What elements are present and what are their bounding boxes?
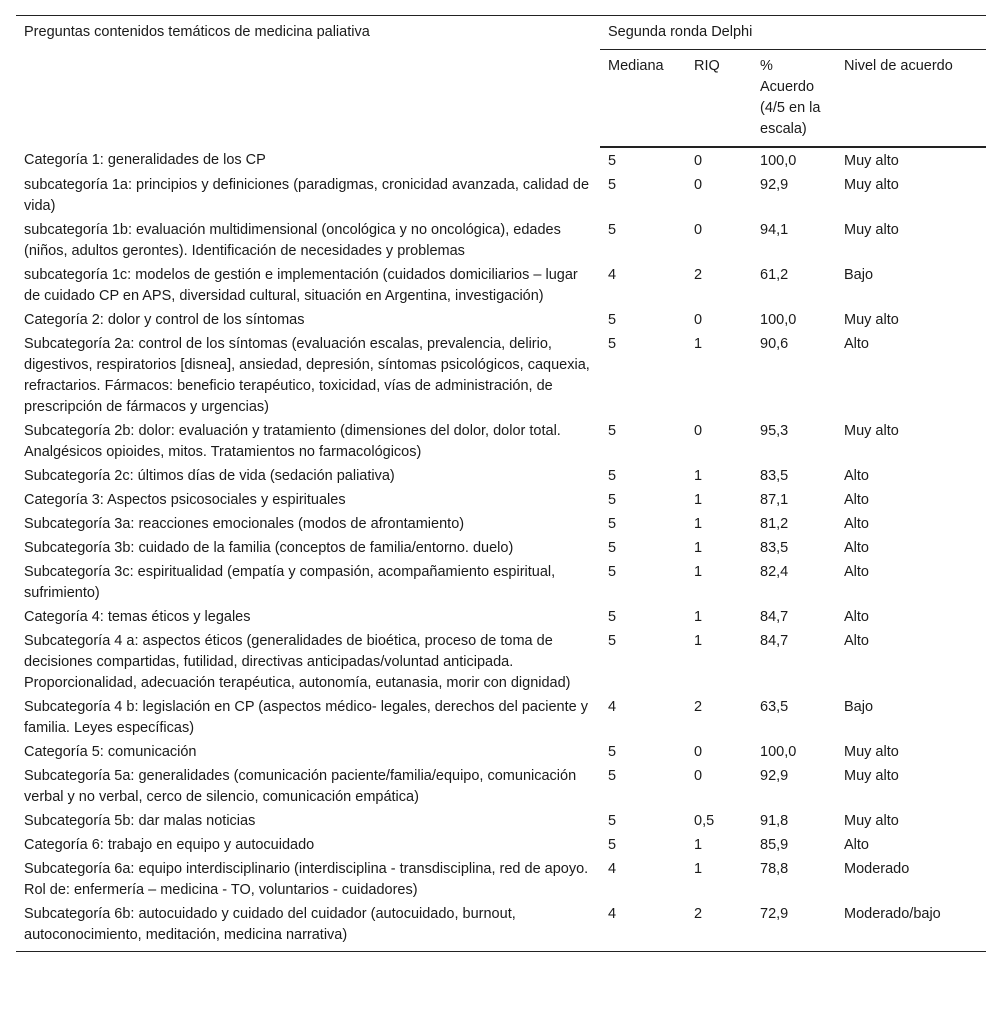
row-topic: Categoría 1: generalidades de los CP	[24, 152, 266, 168]
row-topic: subcategoría 1b: evaluación multidimensional (oncológica y no oncológica), edades (niños, adultos gerontes). Identificación de necesidades y problemas	[24, 222, 561, 259]
row-riq: 1	[694, 336, 703, 352]
row-topic: Subcategoría 2b: dolor: evaluación y tratamiento (dimensiones del dolor, dolor total. Analgésicos opioides, mitos. Tratamientos no farmacológicos)	[24, 423, 561, 460]
row-topic: subcategoría 1a: principios y definiciones (paradigmas, cronicidad avanzada, calidad de vida)	[24, 177, 590, 214]
row-median: 5	[608, 336, 617, 352]
header-agree: % Acuerdo (4/5 en la escala)	[752, 50, 836, 148]
header-row-group	[16, 16, 986, 50]
row-topic: Subcategoría 3b: cuidado de la familia (conceptos de familia/entorno. duelo)	[24, 540, 514, 556]
row-median: 4	[600, 902, 686, 952]
row-agree: 92,9	[760, 768, 789, 784]
row-agree: 63,5	[760, 699, 789, 715]
row-riq: 1	[694, 516, 703, 532]
row-topic: Subcategoría 2c: últimos días de vida (sedación paliativa)	[24, 468, 395, 484]
row-level: Muy alto	[844, 423, 899, 439]
row-median: 5	[608, 516, 617, 532]
header-riq: RIQ	[686, 50, 752, 148]
row-median: 5	[608, 222, 617, 238]
row-level: Bajo	[844, 267, 874, 283]
row-topic: Categoría 5: comunicación	[24, 744, 197, 760]
row-agree: 91,8	[760, 813, 789, 829]
row-agree: 81,2	[760, 516, 789, 532]
row-agree: 100,0	[760, 312, 797, 328]
table-row	[16, 263, 986, 308]
row-median: 5	[608, 177, 617, 193]
row-topic: Subcategoría 5b: dar malas noticias	[24, 813, 256, 829]
row-agree: 92,9	[760, 177, 789, 193]
row-riq: 1	[694, 861, 703, 877]
table-row	[16, 740, 986, 764]
table-row	[16, 464, 986, 488]
table-row	[16, 308, 986, 332]
row-agree: 100,0	[760, 744, 797, 760]
row-median: 5	[608, 744, 617, 760]
table-row	[16, 218, 986, 263]
row-agree: 61,2	[760, 267, 789, 283]
row-riq: 1	[694, 609, 703, 625]
table-header	[16, 16, 986, 148]
row-riq: 1	[694, 564, 703, 580]
row-topic: Subcategoría 4 a: aspectos éticos (generalidades de bioética, proceso de toma de decisiones compartidas, futilidad, directivas anticipadas/voluntad anticipada. Proporcionalidad, adecuación terapéutica, autonomía, eutanasia, morir con dignidad)	[24, 633, 571, 691]
row-riq: 1	[694, 837, 703, 853]
table-row	[16, 560, 986, 605]
row-topic: Categoría 4: temas éticos y legales	[24, 609, 251, 625]
row-agree: 90,6	[760, 336, 789, 352]
row-level: Muy alto	[844, 312, 899, 328]
row-agree: 100,0	[760, 153, 797, 169]
row-riq: 1	[694, 468, 703, 484]
row-riq: 0,5	[694, 813, 715, 829]
row-agree: 83,5	[760, 468, 789, 484]
row-topic: Subcategoría 2a: control de los síntomas (evaluación escalas, prevalencia, delirio, digestivos, respiratorios [disnea], ansiedad, depresión, síntomas psicológicos, caquexia, refractarios. Fármacos: beneficio terapéutico, toxicidad, vías de administración, de prescripción de fármacos y urgencias)	[24, 336, 590, 415]
row-median: 5	[608, 564, 617, 580]
row-riq: 0	[694, 423, 703, 439]
table-row	[16, 902, 986, 952]
row-level: Alto	[844, 516, 869, 532]
header-group-delphi: Segunda ronda Delphi	[608, 24, 753, 40]
row-level: Moderado	[844, 861, 910, 877]
row-riq: 2	[694, 267, 703, 283]
row-level: Alto	[844, 468, 869, 484]
row-riq: 0	[694, 768, 703, 784]
table-row	[16, 488, 986, 512]
table-row	[16, 764, 986, 809]
row-level: Alto	[844, 336, 869, 352]
row-topic: Categoría 3: Aspectos psicosociales y espirituales	[24, 492, 346, 508]
header-topic: Preguntas contenidos temáticos de medicina paliativa	[24, 24, 370, 40]
delphi-table-container	[16, 15, 986, 952]
row-median: 5	[608, 633, 617, 649]
row-agree: 94,1	[760, 222, 789, 238]
row-level: Muy alto	[844, 153, 899, 169]
row-agree: 85,9	[760, 837, 789, 853]
row-level: Alto	[844, 540, 869, 556]
row-median: 4	[608, 267, 617, 283]
row-median: 5	[608, 609, 617, 625]
table-row	[16, 833, 986, 857]
row-topic: Subcategoría 4 b: legislación en CP (aspectos médico- legales, derechos del paciente y familia. Leyes específicas)	[24, 699, 588, 736]
row-level: Alto	[844, 492, 869, 508]
row-median: 5	[608, 312, 617, 328]
row-agree: 83,5	[760, 540, 789, 556]
table-row	[16, 605, 986, 629]
table-row	[16, 419, 986, 464]
table-row	[16, 857, 986, 902]
row-topic: Subcategoría 3c: espiritualidad (empatía y compasión, acompañamiento espiritual, sufrimiento)	[24, 564, 556, 601]
table-row	[16, 629, 986, 695]
row-topic: Subcategoría 6a: equipo interdisciplinario (interdisciplina - transdisciplina, red de apoyo. Rol de: enfermería – medicina - TO, voluntarios - cuidadores)	[24, 861, 589, 898]
row-level: Muy alto	[844, 813, 899, 829]
table-row	[16, 536, 986, 560]
row-agree: 82,4	[760, 564, 789, 580]
row-agree: 84,7	[760, 633, 789, 649]
row-agree: 78,8	[760, 861, 789, 877]
header-median: Mediana	[600, 50, 686, 148]
row-level: Alto	[844, 837, 869, 853]
row-level: Bajo	[844, 699, 874, 715]
row-median: 5	[608, 540, 617, 556]
row-level: Alto	[844, 633, 869, 649]
row-topic: Subcategoría 6b: autocuidado y cuidado del cuidador (autocuidado, burnout, autoconocimiento, meditación, medicina narrativa)	[16, 902, 600, 952]
row-agree: 87,1	[760, 492, 789, 508]
row-riq: 2	[694, 699, 703, 715]
row-topic: Categoría 2: dolor y control de los síntomas	[24, 312, 305, 328]
row-agree: 95,3	[760, 423, 789, 439]
row-level: Muy alto	[844, 768, 899, 784]
row-agree: 84,7	[760, 609, 789, 625]
row-topic: subcategoría 1c: modelos de gestión e implementación (cuidados domiciliarios – lugar de cuidado CP en APS, diversidad cultural, situación en Argentina, investigación)	[24, 267, 578, 304]
row-level: Muy alto	[844, 177, 899, 193]
row-riq: 1	[694, 492, 703, 508]
row-median: 5	[608, 768, 617, 784]
row-riq: 2	[686, 902, 752, 952]
row-topic: Subcategoría 3a: reacciones emocionales (modos de afrontamiento)	[24, 516, 465, 532]
row-level: Moderado/bajo	[836, 902, 986, 952]
row-agree: 72,9	[752, 902, 836, 952]
table-row	[16, 332, 986, 419]
table-row	[16, 512, 986, 536]
row-topic: Categoría 6: trabajo en equipo y autocuidado	[24, 837, 315, 853]
row-median: 5	[608, 153, 617, 169]
delphi-results-table	[16, 15, 986, 952]
table-row	[16, 809, 986, 833]
row-median: 5	[608, 837, 617, 853]
row-riq: 1	[694, 633, 703, 649]
row-level: Alto	[844, 609, 869, 625]
row-riq: 0	[694, 222, 703, 238]
row-riq: 0	[694, 744, 703, 760]
table-row	[16, 147, 986, 173]
table-row	[16, 173, 986, 218]
row-median: 4	[608, 699, 617, 715]
row-median: 5	[608, 813, 617, 829]
row-median: 4	[608, 861, 617, 877]
row-level: Muy alto	[844, 744, 899, 760]
table-row	[16, 695, 986, 740]
row-riq: 0	[694, 153, 703, 169]
table-body	[16, 147, 986, 952]
row-median: 5	[608, 492, 617, 508]
row-topic: Subcategoría 5a: generalidades (comunicación paciente/familia/equipo, comunicación verbal y no verbal, cerco de silencio, comunicación empática)	[24, 768, 577, 805]
header-level: Nivel de acuerdo	[836, 50, 986, 148]
row-riq: 1	[694, 540, 703, 556]
row-median: 5	[608, 423, 617, 439]
row-level: Muy alto	[844, 222, 899, 238]
row-median: 5	[608, 468, 617, 484]
row-riq: 0	[694, 312, 703, 328]
row-level: Alto	[844, 564, 869, 580]
row-riq: 0	[694, 177, 703, 193]
